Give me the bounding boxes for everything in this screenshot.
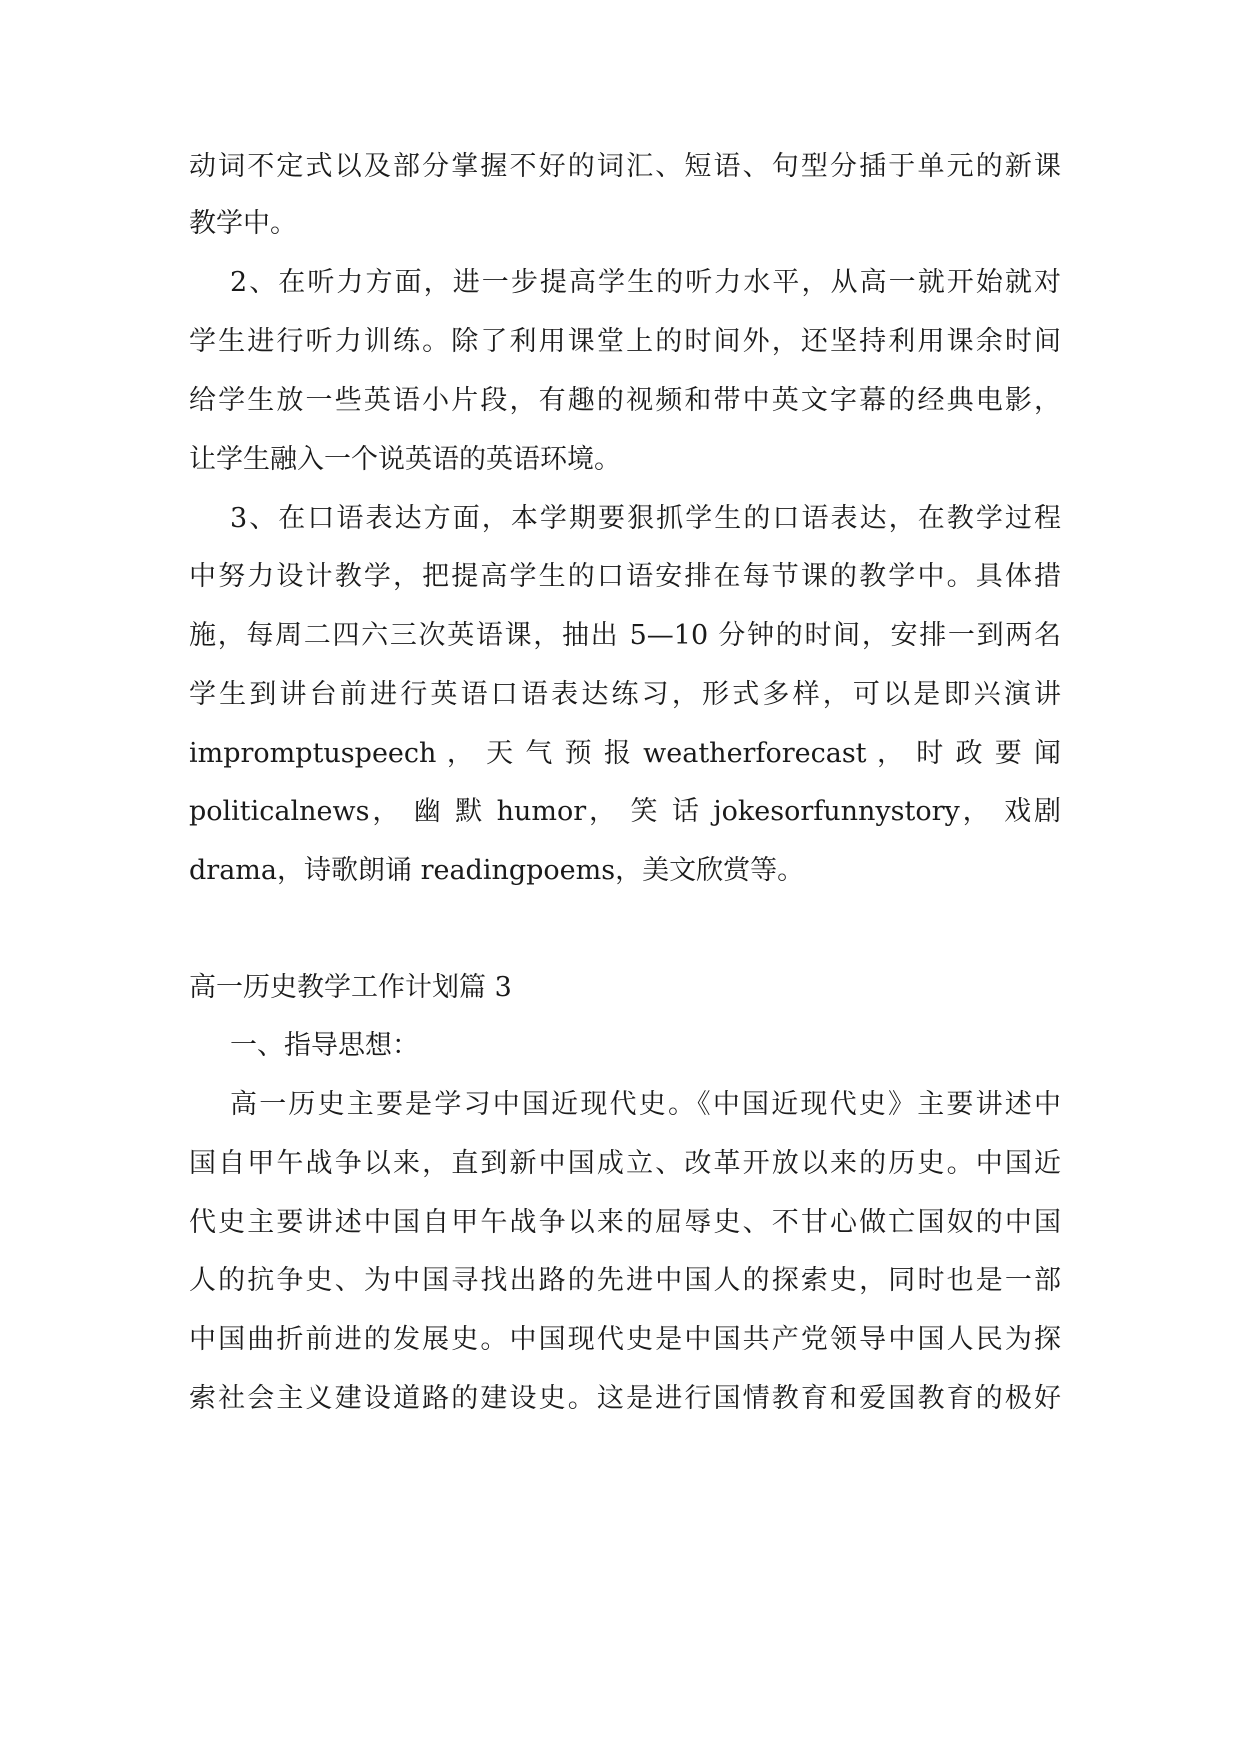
- section-heading: 高一历史教学工作计划篇 3: [189, 972, 512, 1003]
- paragraph-line: 索社会主义建设道路的建设史。这是进行国情教育和爱国教育的极好: [189, 1383, 1061, 1414]
- paragraph-line: drama，诗歌朗诵 readingpoems，美文欣赏等。: [189, 855, 805, 886]
- paragraph-line: 动词不定式以及部分掌握不好的词汇、短语、句型分插于单元的新课: [189, 151, 1061, 182]
- paragraph-line: 教学中。: [189, 208, 297, 239]
- paragraph-line: 学生到讲台前进行英语口语表达练习，形式多样，可以是即兴演讲: [189, 679, 1061, 710]
- paragraph-line: 2、在听力方面，进一步提高学生的听力水平，从高一就开始就对: [230, 267, 1061, 298]
- paragraph-line: 人的抗争史、为中国寻找出路的先进中国人的探索史，同时也是一部: [189, 1265, 1061, 1296]
- paragraph-line: 中国曲折前进的发展史。中国现代史是中国共产党领导中国人民为探: [189, 1324, 1061, 1355]
- paragraph-line: 施，每周二四六三次英语课，抽出 5—10 分钟的时间，安排一到两名: [189, 620, 1061, 651]
- paragraph-line: 让学生融入一个说英语的英语环境。: [189, 444, 621, 475]
- paragraph-line: 国自甲午战争以来，直到新中国成立、改革开放以来的历史。中国近: [189, 1148, 1061, 1179]
- paragraph-line: 高一历史主要是学习中国近现代史。《中国近现代史》主要讲述中: [230, 1089, 1061, 1120]
- paragraph-line: impromptuspeech ， 天 气 预 报 weatherforecast ， 时 政 要 闻: [189, 738, 1061, 769]
- paragraph-line: 3、在口语表达方面，本学期要狠抓学生的口语表达，在教学过程: [230, 503, 1061, 534]
- paragraph-line: 给学生放一些英语小片段，有趣的视频和带中英文字幕的经典电影，: [189, 385, 1061, 416]
- paragraph-line: politicalnews， 幽 默 humor， 笑 话 jokesorfunnystory， 戏剧: [189, 796, 1061, 827]
- paragraph-line: 中努力设计教学，把提高学生的口语安排在每节课的教学中。具体措: [189, 561, 1061, 592]
- section-subheading: 一、指导思想：: [230, 1030, 419, 1061]
- paragraph-line: 学生进行听力训练。除了利用课堂上的时间外，还坚持利用课余时间: [189, 326, 1061, 357]
- paragraph-line: 代史主要讲述中国自甲午战争以来的屈辱史、不甘心做亡国奴的中国: [189, 1207, 1061, 1238]
